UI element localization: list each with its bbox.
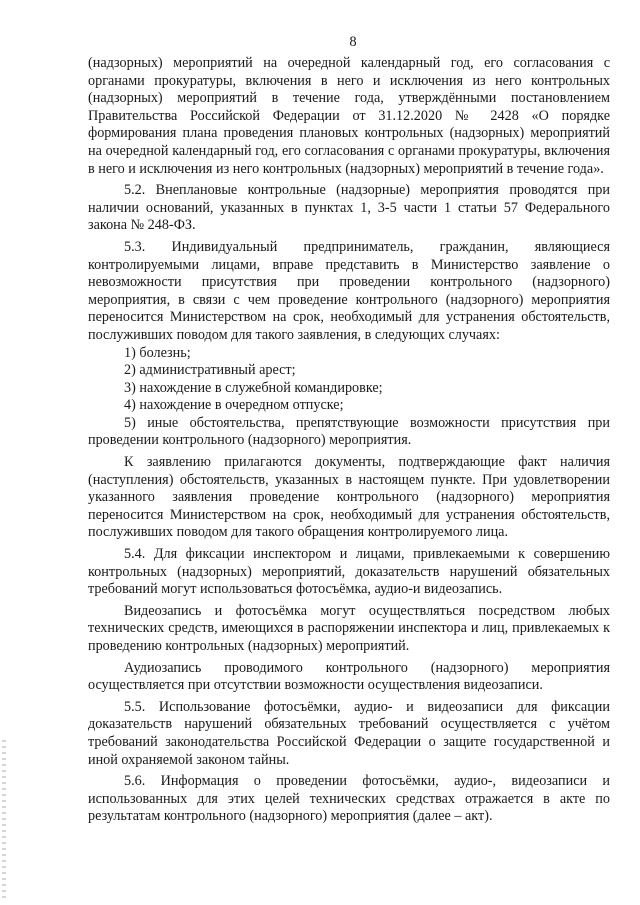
- list-item-4: 4) нахождение в очередном отпуске;: [124, 397, 344, 414]
- paragraph-application-documents: К заявлению прилагаются документы, подтверждающие факт наличия (наступления) обстоятельств, указанных в настоящем пункте. При удовлетворении указанного заявления проведение контрольного (надзорного) мероприятия переносится Министерством на срок, необходимый для устранения обстоятельств, послуживших поводом для такого обращения контролируемого лица.: [88, 454, 610, 541]
- paragraph-5-2: 5.2. Внеплановые контрольные (надзорные) мероприятия проводятся при наличии оснований, указанных в пунктах 1, 3-5 части 1 статьи 57 Федерального закона № 248-ФЗ.: [88, 182, 610, 234]
- paragraph-5-3: 5.3. Индивидуальный предприниматель, гражданин, являющиеся контролируемыми лицами, вправе представить в Министерство заявление о невозможности присутствия при проведении контрольного (надзорного) мероприятия, в связи с чем проведение контрольного (надзорного) мероприятия переносится Министерством на срок, необходимый для устранения обстоятельств, послуживших поводом для такого заявления, в следующих случаях:: [88, 238, 610, 343]
- page-number: 8: [349, 34, 357, 50]
- scan-edge-artifact: [2, 740, 6, 900]
- paragraph-5-4: 5.4. Для фиксации инспектором и лицами, привлекаемыми к совершению контрольных (надзорных) мероприятий, доказательств нарушений обязательных требований могут использоваться фотосъёмка, аудио-и видеозапись.: [88, 546, 610, 598]
- paragraph-5-1-continuation: (надзорных) мероприятий на очередной календарный год, его согласования с органами прокуратуры, включения в него и исключения из него контрольных (надзорных) мероприятий в течение года, утверждёнными постановлением Правительства Российской Федерации от 31.12.2020 № 2428 «О порядке формирования плана проведения плановых контрольных (надзорных) мероприятий на очередной календарный год, его согласования с органами прокуратуры, включения в него и исключения из него контрольных (надзорных) мероприятий в течение года».: [88, 55, 610, 177]
- list-item-1: 1) болезнь;: [124, 344, 191, 361]
- paragraph-5-5: 5.5. Использование фотосъёмки, аудио- и видеозаписи для фиксации доказательств нарушений обязательных требований осуществляется с учётом требований законодательства Российской Федерации о защите государственной и иной охраняемой законом тайны.: [88, 698, 610, 768]
- paragraph-5-6: 5.6. Информация о проведении фотосъёмки, аудио-, видеозаписи и использованных для этих целей технических средствах отражается в акте по результатам контрольного (надзорного) мероприятия (далее – акт).: [88, 773, 610, 825]
- paragraph-audio: Аудиозапись проводимого контрольного (надзорного) мероприятия осуществляется при отсутствии возможности осуществления видеозаписи.: [88, 659, 610, 694]
- list-item-3: 3) нахождение в служебной командировке;: [124, 379, 383, 396]
- paragraph-video-photo: Видеозапись и фотосъёмка могут осуществляться посредством любых технических средств, имеющихся в распоряжении инспектора и лиц, привлекаемых к проведению контрольных (надзорных) мероприятий.: [88, 602, 610, 654]
- list-item-5: 5) иные обстоятельства, препятствующие возможности присутствия при проведении контрольного (надзорного) мероприятия.: [88, 414, 610, 449]
- list-item-2: 2) административный арест;: [124, 362, 296, 379]
